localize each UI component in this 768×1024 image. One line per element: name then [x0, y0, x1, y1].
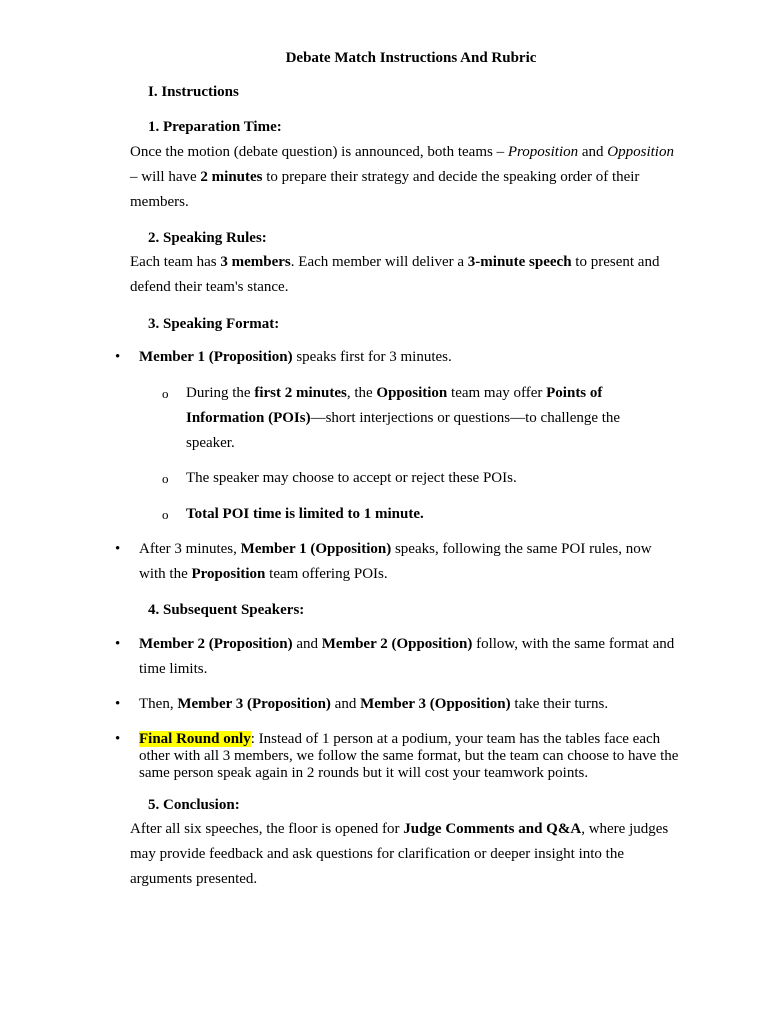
section-heading-instructions: I. Instructions [148, 84, 239, 100]
sub-bullet-accept-reject: The speaker may choose to accept or reject these POIs. [186, 470, 517, 486]
text-run: —short interjections or questions—to challenge the speaker. [186, 410, 621, 451]
text-run: During the [186, 385, 255, 401]
heading-subsequent-speakers: 4. Subsequent Speakers: [148, 602, 305, 618]
sub-bullet-marker: o [162, 507, 169, 522]
text-run-bold: 3 members [220, 254, 291, 270]
bullet-member-3 [139, 692, 679, 717]
text-run-bold: first 2 minutes [254, 385, 347, 401]
text-run: and [578, 144, 608, 160]
text-run: and [292, 636, 322, 652]
text-run: – will have [130, 169, 201, 185]
document-title: Debate Match Instructions And Rubric [285, 50, 537, 66]
sub-bullet-marker: o [162, 471, 169, 486]
heading-speaking-rules: 2. Speaking Rules: [148, 230, 267, 246]
text-run: team offering POIs. [265, 566, 388, 582]
bullet-member-1-opposition [139, 537, 679, 587]
text-run: Each team has [130, 254, 221, 270]
text-run: After all six speeches, the floor is opened for [130, 821, 404, 837]
sub-bullet-marker: o [162, 386, 169, 401]
text-run-italic: Proposition [507, 144, 579, 160]
text-run-bold: Total POI time is limited to 1 minute. [186, 506, 424, 522]
heading-conclusion: 5. Conclusion: [148, 797, 240, 813]
bullet-marker: • [115, 636, 121, 652]
heading-speaking-format: 3. Speaking Format: [148, 316, 280, 332]
text-run: After 3 minutes, [139, 541, 241, 557]
text-run-italic: Opposition [607, 144, 674, 160]
text-run-bold: Judge Comments and Q&A [403, 821, 582, 837]
text-run: to present and defend their team's stance. [130, 254, 660, 295]
bullet-marker: • [115, 349, 121, 365]
bullet-marker: • [115, 696, 121, 712]
bullet-member-2 [139, 632, 679, 682]
text-run-bold: Member 3 (Opposition) [360, 696, 511, 712]
bullet-member-1-proposition [139, 345, 679, 370]
sub-bullet-poi-limit [186, 502, 656, 527]
text-run-bold: Points of Information (POIs) [186, 385, 603, 426]
paragraph-preparation-time [130, 140, 675, 215]
text-run-bold: Opposition [376, 385, 448, 401]
text-run: Once the motion (debate question) is announced, both teams – [130, 144, 508, 160]
paragraph-speaking-rules [130, 250, 675, 300]
heading-preparation-time: 1. Preparation Time: [148, 119, 282, 135]
sub-bullet-poi-offer [186, 381, 656, 456]
text-run: : Instead of 1 person at a podium, your team has the tables face each other with all 3 members, we follow the same format, but the team can choose to have the same person speak again in 2 rounds but it will cost your teamwork points. [139, 731, 679, 781]
bullet-final-round [139, 731, 679, 782]
text-run: speaks first for 3 minutes. [292, 349, 452, 365]
bullet-marker: • [115, 731, 121, 747]
text-run-bold: 2 minutes [200, 169, 263, 185]
text-run-bold: 3-minute speech [467, 254, 572, 270]
text-run: and [330, 696, 361, 712]
text-run: follow, with the same format and time limits. [139, 636, 675, 677]
highlighted-text-final-round: Final Round only [139, 731, 251, 747]
text-run-bold: Member 1 (Proposition) [139, 349, 293, 365]
text-run-bold: Member 1 (Opposition) [240, 541, 392, 557]
text-run: , where judges may provide feedback and ask questions for clarification or deeper insight into the arguments presented. [130, 821, 669, 887]
text-run-bold: Member 2 (Proposition) [139, 636, 293, 652]
text-run: speaks, following the same POI rules, now with the [139, 541, 652, 582]
text-run-bold: Member 2 (Opposition) [321, 636, 473, 652]
text-run-bold: Proposition [191, 566, 266, 582]
text-run: to prepare their strategy and decide the speaking order of their members. [130, 169, 640, 210]
text-run: take their turns. [510, 696, 609, 712]
text-run: , the [346, 385, 377, 401]
bullet-marker: • [115, 541, 121, 557]
text-run: . Each member will deliver a [290, 254, 468, 270]
text-run-bold: Member 3 (Proposition) [177, 696, 331, 712]
paragraph-conclusion [130, 817, 675, 892]
text-run: Then, [139, 696, 178, 712]
text-run: team may offer [447, 385, 547, 401]
